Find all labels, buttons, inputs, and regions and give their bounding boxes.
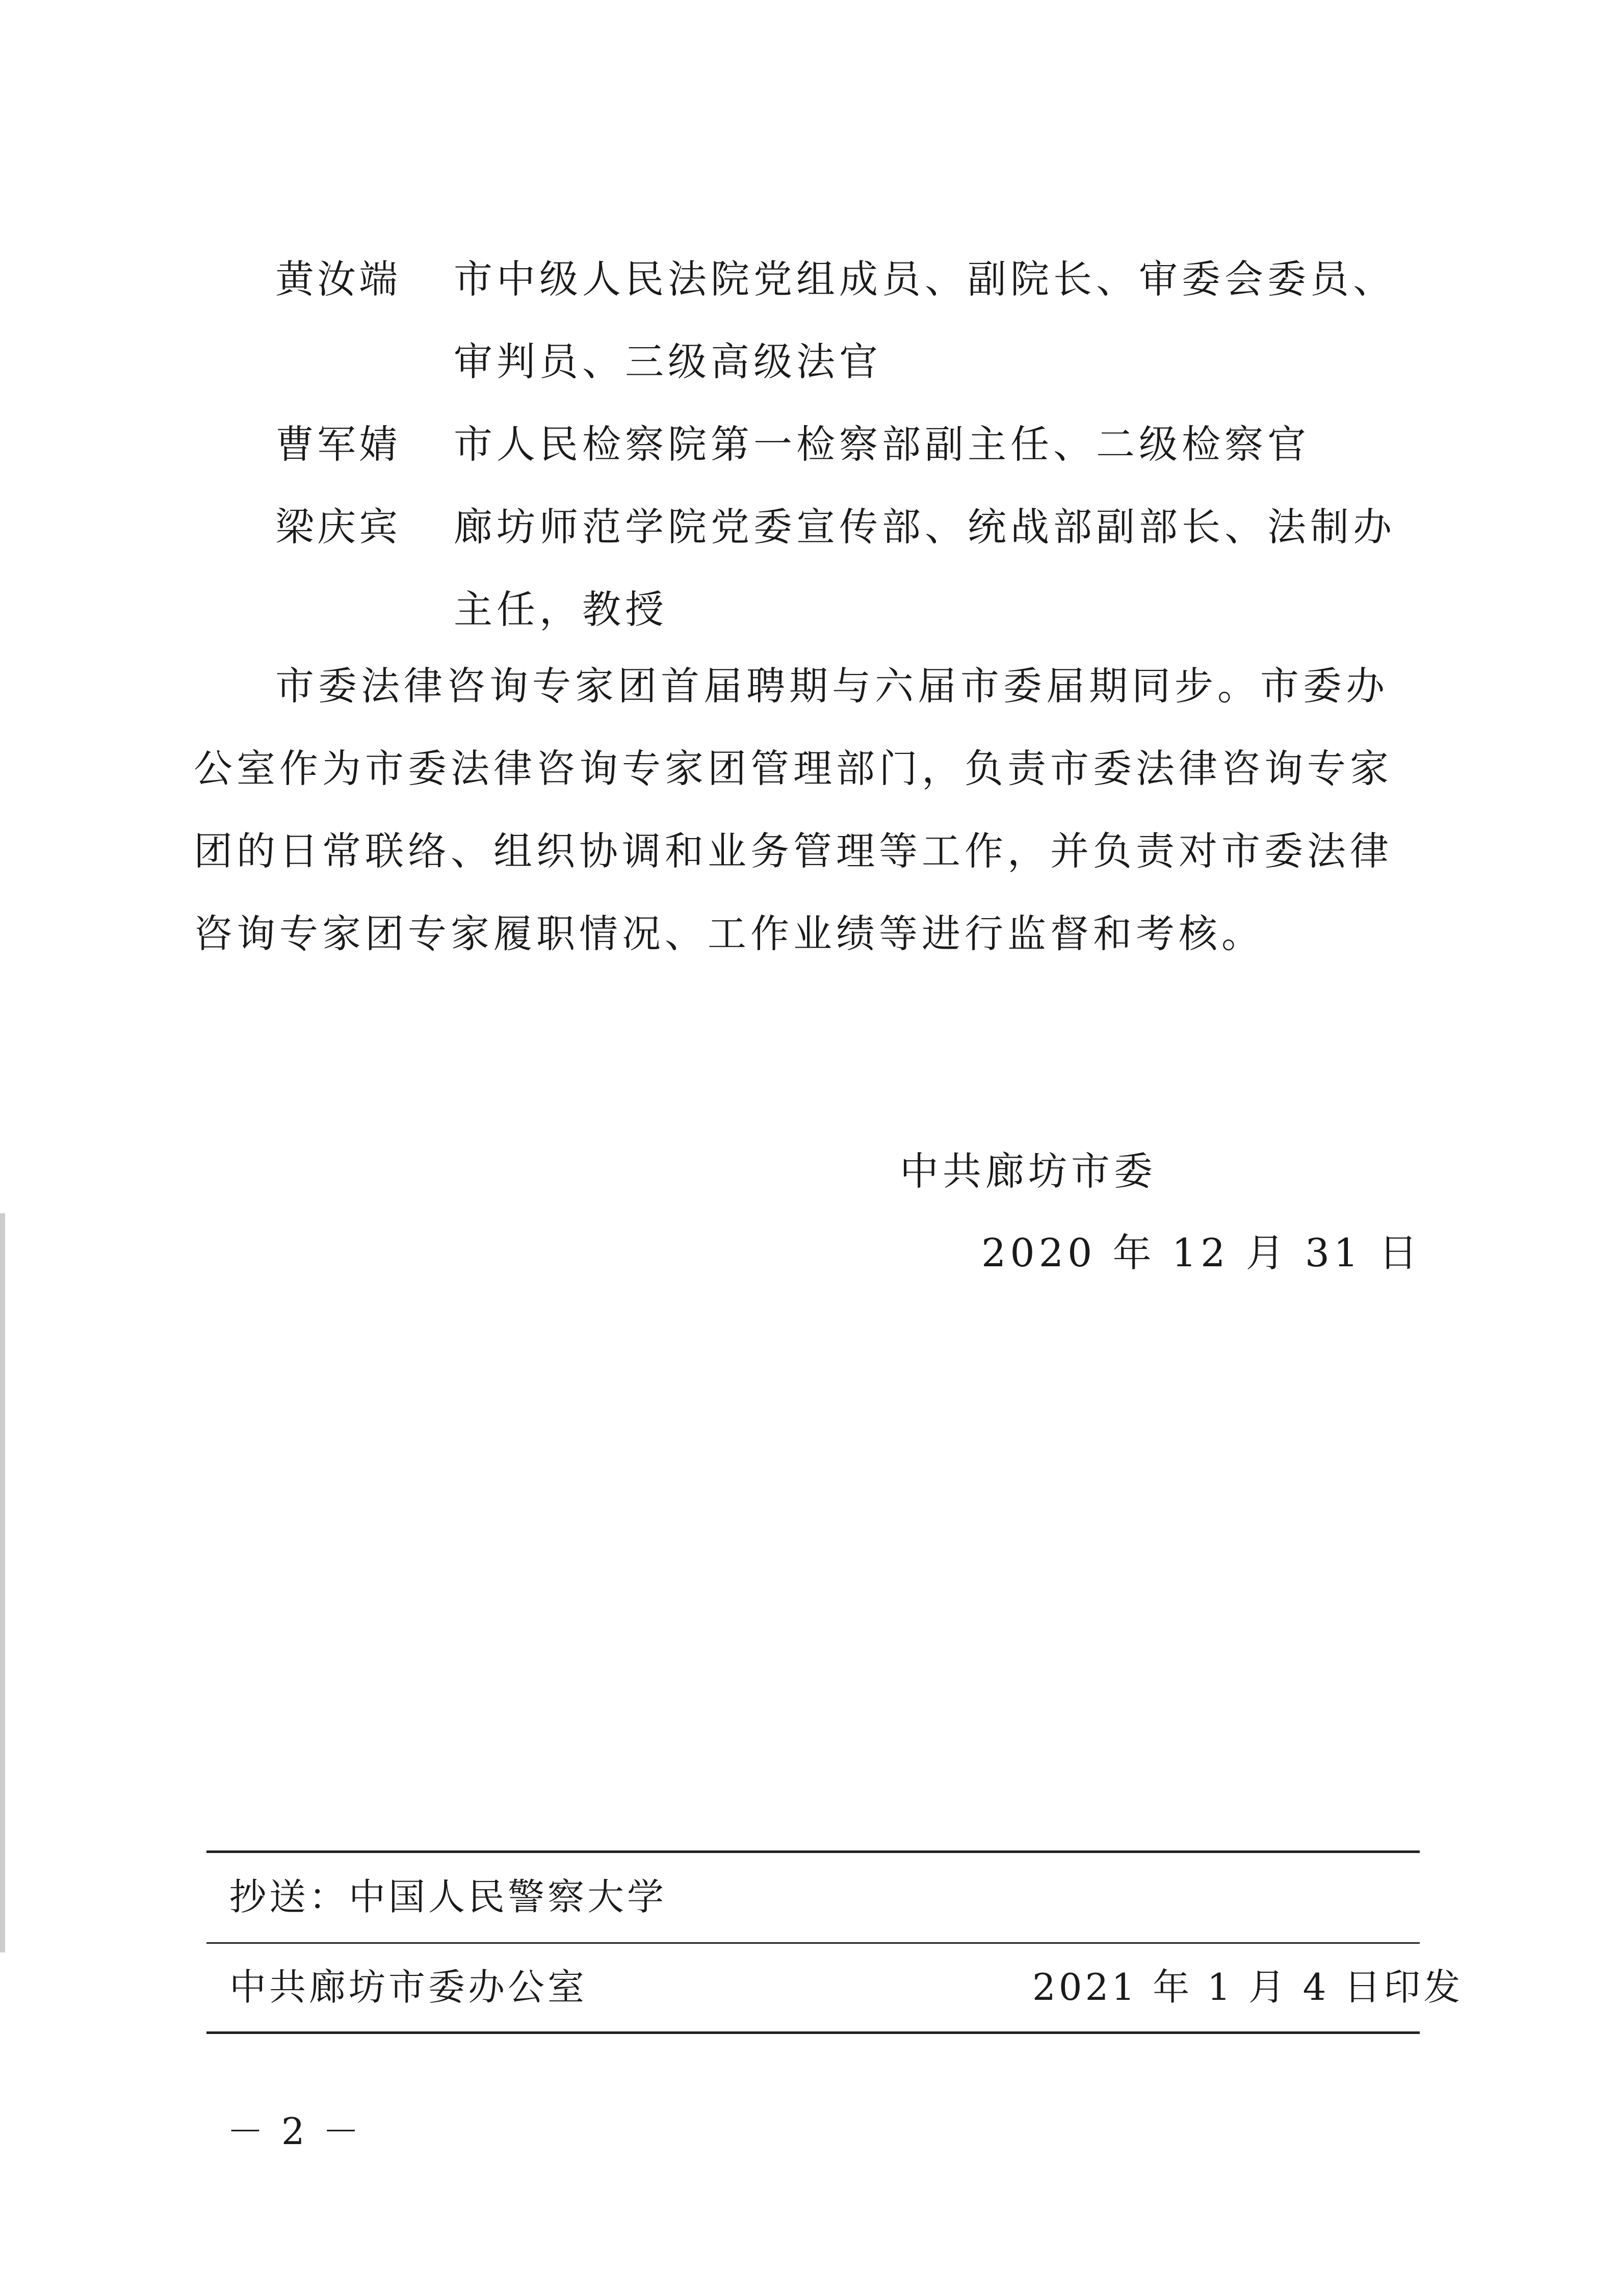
footer-bottom-rule	[206, 2031, 1420, 2034]
signature-date: 2020 年 12 月 31 日	[981, 1230, 1422, 1275]
footer-top-rule	[206, 1850, 1420, 1853]
paragraph-line: 咨询专家团专家履职情况、工作业绩等进行监督和考核。	[194, 911, 1264, 956]
member-title-line: 廊坊师范学院党委宣传部、统战部副部长、法制办	[454, 504, 1396, 550]
member-name: 黄汝端	[275, 256, 401, 302]
footer-middle-rule	[206, 1942, 1420, 1944]
scan-edge-shadow	[0, 1213, 5, 1952]
member-name: 曹军婧	[275, 422, 401, 467]
issuer: 中共廊坊市委办公室	[229, 1966, 588, 2008]
member-title-line: 市人民检察院第一检察部副主任、二级检察官	[454, 422, 1310, 467]
issue-date: 2021 年 1 月 4 日印发	[1032, 1966, 1464, 2008]
paragraph-line: 市委法律咨询专家团首届聘期与六届市委届期同步。市委办	[275, 663, 1389, 709]
member-name: 梁庆宾	[275, 504, 401, 550]
member-title-line: 审判员、三级高级法官	[454, 339, 882, 384]
paragraph-line: 公室作为市委法律咨询专家团管理部门，负责市委法律咨询专家	[194, 746, 1393, 791]
signature-org: 中共廊坊市委	[900, 1149, 1157, 1194]
member-title-line: 市中级人民法院党组成员、副院长、审委会委员、	[454, 256, 1396, 302]
cc-line: 抄送：中国人民警察大学	[229, 1875, 667, 1918]
member-title-line: 主任，教授	[454, 587, 668, 632]
paragraph-line: 团的日常联络、组织协调和业务管理等工作，并负责对市委法律	[194, 828, 1393, 874]
page-number: － 2 －	[227, 2110, 362, 2153]
